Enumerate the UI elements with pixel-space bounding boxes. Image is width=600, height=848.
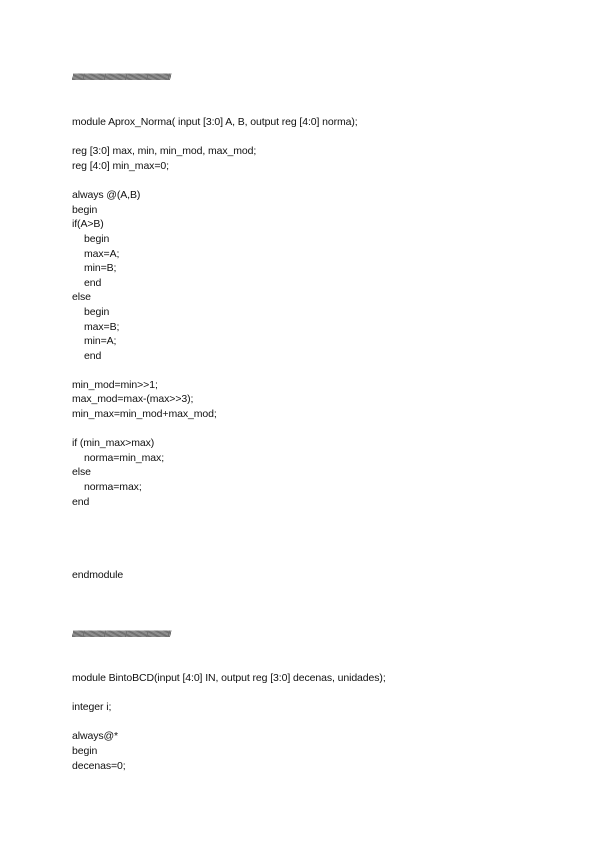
- assignment-line: norma=min_max;: [84, 452, 165, 464]
- reg-declaration-line: reg [4:0] min_max=0;: [72, 160, 169, 172]
- begin-line: begin: [84, 306, 110, 318]
- always-line: always@*: [72, 730, 119, 742]
- always-line: always @(A,B): [72, 189, 141, 201]
- else-line: else: [72, 466, 91, 478]
- end-line: end: [72, 496, 90, 508]
- end-line: end: [84, 277, 102, 289]
- end-line: end: [84, 350, 102, 362]
- assignment-line: decenas=0;: [72, 760, 126, 772]
- begin-line: begin: [72, 204, 98, 216]
- assignment-line: min_max=min_mod+max_mod;: [72, 408, 217, 420]
- reg-declaration-line: reg [3:0] max, min, min_mod, max_mod;: [72, 145, 257, 157]
- assignment-line: min=A;: [84, 335, 117, 347]
- if-line: if(A>B): [72, 218, 104, 230]
- assignment-line: max_mod=max-(max>>3);: [72, 393, 194, 405]
- if-line: if (min_max>max): [72, 437, 155, 449]
- begin-line: begin: [72, 745, 98, 757]
- assignment-line: max=A;: [84, 248, 120, 260]
- else-line: else: [72, 291, 91, 303]
- endmodule-line: endmodule: [72, 569, 124, 581]
- integer-declaration-line: integer i;: [72, 701, 112, 713]
- module-declaration-line: module BintoBCD(input [4:0] IN, output reg [3:0] decenas, unidades);: [72, 672, 386, 684]
- divider-line: ////////////////////////////////////////////////////////////////////////////////////////: [72, 72, 171, 82]
- assignment-line: min=B;: [84, 262, 117, 274]
- begin-line: begin: [84, 233, 110, 245]
- module-declaration-line: module Aprox_Norma( input [3:0] A, B, output reg [4:0] norma);: [72, 116, 358, 128]
- assignment-line: max=B;: [84, 321, 120, 333]
- assignment-line: min_mod=min>>1;: [72, 379, 158, 391]
- divider-line: ////////////////////////////////////////////////////////////////////////////////////////: [72, 629, 171, 639]
- assignment-line: norma=max;: [84, 481, 142, 493]
